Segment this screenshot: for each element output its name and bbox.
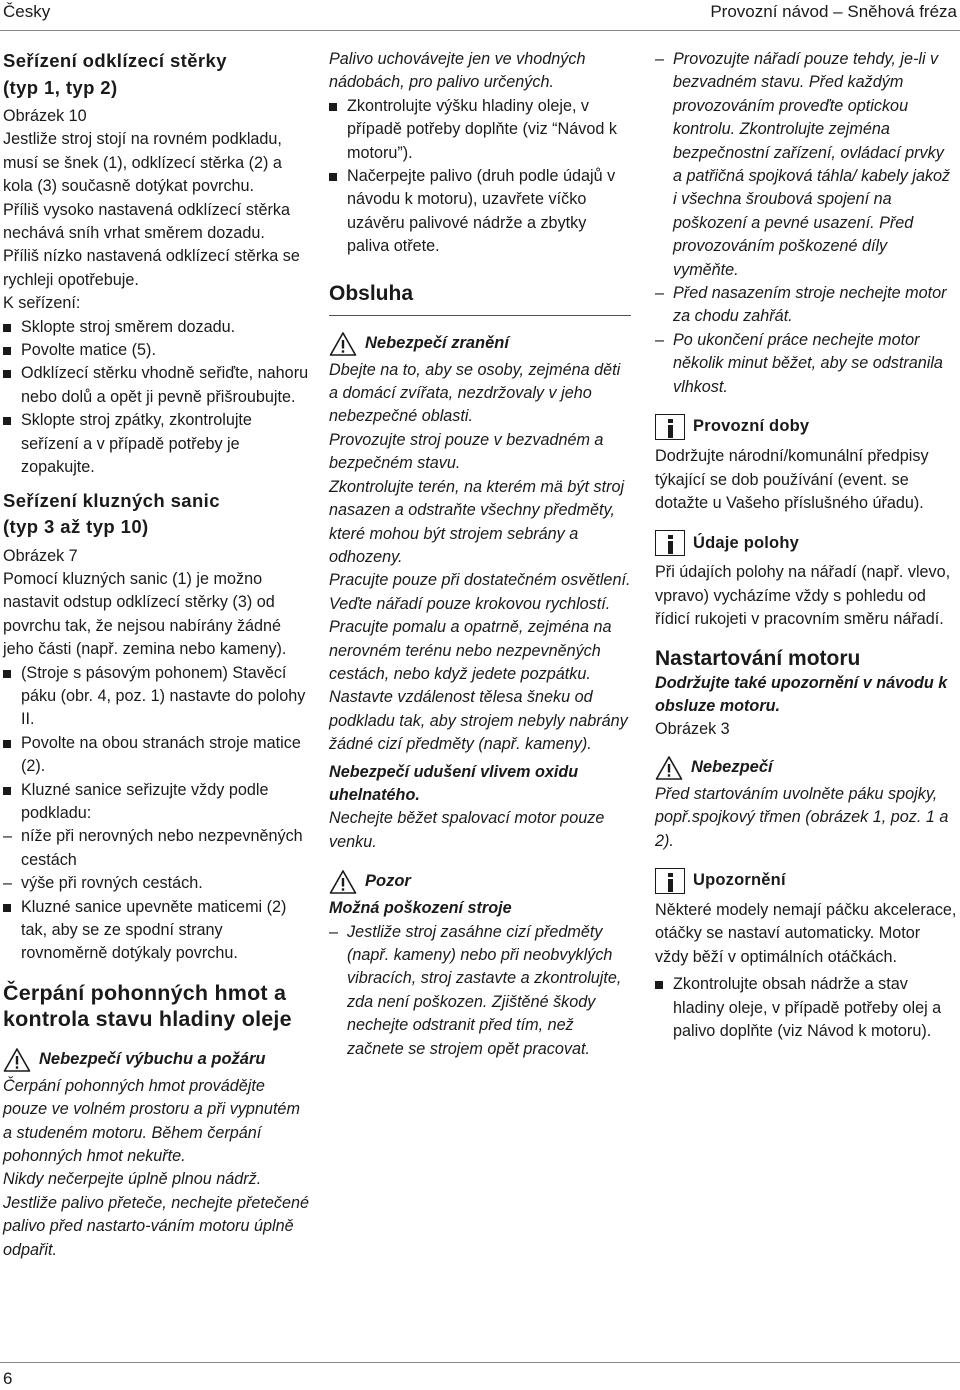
bullet-item: Sklopte stroj směrem dozadu. (3, 316, 313, 339)
dash-marker: – (3, 874, 13, 893)
page-number: 6 (3, 1369, 13, 1388)
paragraph: Dbejte na to, aby se osoby, zejména děti a domácí zvířata, nezdržovaly v jeho nebezpečné oblasti. (329, 360, 621, 426)
bullet-item: Sklopte stroj zpátky, zkontrolujte seřízení a v případě potřeby je zopakujte. (3, 409, 313, 479)
section-title-operation: Obsluha (329, 281, 414, 305)
info-icon (655, 414, 685, 440)
dash-item: – Provozujte nářadí pouze tehdy, je-li v bezvadném stavu. Před každým provozováním proveďte optickou kontrolu. Zkontrolujte zejména bezpečnostní zařízení, ovládací prvky a patřičná spojková táhla/ kabely jakož i všechna šroubová spojení na poškození a pevné usazení. Před provozováním poškozené díly vyměňte. (655, 50, 951, 279)
warning-heading: Nebezpečí výbuchu a požáru (3, 1046, 313, 1074)
column-3 (655, 48, 957, 1043)
paragraph: Jestliže stroj stojí na rovném podkladu, musí se šnek (1), odklízecí stěrka (2) a kola (3) současně dotýkat povrchu. (3, 130, 282, 196)
info-icon (655, 530, 685, 556)
dash-marker: – (655, 330, 665, 349)
warning-heading: Nebezpečí zranění (329, 330, 631, 358)
paragraph: Provozujte stroj pouze v bezvadném a bezpečném stavu. (329, 430, 604, 473)
bullet-item: Odklízecí stěrku vhodně seřiďte, nahoru nebo dolů a opět ji pevně přišroubujte. (3, 362, 313, 409)
dash-marker: – (655, 50, 665, 68)
bullet-item: (Stroje s pásovým pohonem) Stavěcí páku (obr. 4, poz. 1) nastavte do polohy II. (3, 662, 313, 732)
paragraph-bold: Nebezpečí udušení vlivem oxidu uhelnatého. (329, 762, 579, 804)
footer-rule (0, 1362, 960, 1363)
paragraph: Při údajích polohy na nářadí (např. vlevo, vpravo) vycházíme vždy s pohledu od řídicí rukojeti v pracovním směru nářadí. (655, 563, 951, 629)
warning-heading: Nebezpečí (655, 754, 957, 782)
bullet-square-icon (3, 787, 11, 795)
paragraph: Veďte nářadí pouze krokovou rychlostí. (329, 594, 611, 613)
paragraph: Pomocí kluzných sanic (1) je možno nastavit odstup odklízecí stěrky (3) od povrchu tak, že nejsou nabírány žádné jeho části (např. zemina nebo kameny). (3, 569, 287, 659)
section-title-skids: Seřízení kluzných sanic (typ 3 až typ 10) (3, 489, 220, 537)
bullet-item: Povolte matice (5). (3, 339, 313, 362)
dash-item: – výše při rovných cestách. (3, 872, 313, 895)
figure-ref: Obrázek 3 (655, 720, 730, 739)
figure-ref: Obrázek 10 (3, 107, 87, 125)
bullet-square-icon (655, 981, 663, 989)
bullet-square-icon (329, 103, 337, 111)
section-title-scraper: Seřízení odklízecí stěrky (typ 1, typ 2) (3, 50, 227, 98)
paragraph: Příliš nízko nastavená odklízecí stěrka se rychleji opotřebuje. (3, 247, 300, 289)
section-title-start-engine: Nastartování motoru (655, 646, 861, 670)
bullet-square-icon (329, 173, 337, 181)
paragraph: K seřízení: (3, 294, 81, 313)
bullet-item: Kluzné sanice upevněte maticemi (2) tak, aby se ze spodní strany rovnoměrně dotýkaly povrchu. (3, 896, 313, 966)
bullet-item: Načerpejte palivo (druh podle údajů v návodu k motoru), uzavřete víčko uzávěru palivové nádrže a zbytky paliva otřete. (329, 165, 631, 259)
bullet-item: Zkontrolujte výšku hladiny oleje, v případě potřeby doplňte (viz “Návod k motoru”). (329, 95, 631, 165)
info-heading: Provozní doby (655, 413, 957, 441)
paragraph: Pracujte pouze při dostatečném osvětlení. (329, 571, 631, 590)
bullet-square-icon (3, 417, 11, 425)
bullet-square-icon (3, 370, 11, 378)
bullet-item: Kluzné sanice seřizujte vždy podle podkladu: (3, 779, 313, 826)
page-header (0, 0, 960, 24)
paragraph-bold: Dodržujte také upozornění v návodu k obsluze motoru. (655, 673, 948, 715)
warning-triangle-icon (3, 1047, 31, 1073)
paragraph: Před startováním uvolněte páku spojky, popř.spojkový třmen (obrázek 1, poz. 1 a 2). (655, 784, 949, 850)
bullet-item: Povolte na obou stranách stroje matice (2). (3, 732, 313, 779)
paragraph: Palivo uchovávejte jen ve vhodných nádobách, pro palivo určených. (329, 50, 586, 92)
paragraph: Dodržujte národní/komunální předpisy týkající se dob používání (event. se dotažte u Vašeho příslušného úřadu). (655, 447, 929, 512)
paragraph: Čerpání pohonných hmot provádějte pouze ve volném prostoru a při vypnutém a studeném motoru. Během čerpání pohonných hmot nekuřte. (3, 1076, 300, 1166)
dash-item: – Před nasazením stroje nechejte motor za chodu zahřát. (655, 284, 947, 326)
bullet-item: Zkontrolujte obsah nádrže a stav hladiny oleje, v případě potřeby olej a palivo doplňte (viz Návod k motoru). (655, 973, 957, 1043)
paragraph: Nastavte vzdálenost tělesa šneku od podkladu tak, aby strojem nebyly nabrány žádné cizí předměty (např. kameny). (329, 688, 628, 754)
header-rule (0, 30, 960, 31)
paragraph: Nechejte běžet spalovací motor pouze venku. (329, 809, 605, 851)
warning-triangle-icon (329, 869, 357, 895)
info-icon (655, 868, 685, 894)
dash-marker: – (3, 827, 13, 846)
dash-item: – Jestliže stroj zasáhne cizí předměty (např. kameny) nebo při neobvyklých vibracích, stroj zastavte a zkontrolujte, zda není poškozen. Zjištěné škody nechejte odstranit před tím, než začnete se strojem opět pracovat. (329, 922, 622, 1058)
dash-marker: – (655, 284, 665, 303)
paragraph: Pracujte pomalu a opatrně, zejména na nerovném terénu nebo nezpevněných cestách, nebo když jedete pozpátku. (329, 618, 612, 683)
bullet-square-icon (3, 324, 11, 332)
bullet-square-icon (3, 347, 11, 355)
warning-triangle-icon (329, 331, 357, 357)
column-1 (3, 48, 313, 1262)
warning-heading: Pozor (329, 868, 631, 896)
dash-marker: – (329, 922, 339, 941)
section-title-fuel: Čerpání pohonných hmot a kontrola stavu hladiny oleje (3, 980, 292, 1031)
paragraph: Zkontrolujte terén, na kterém mä být stroj nasazen a odstraňte všechny předměty, které mohou být strojem sebrány a odhozeny. (329, 477, 625, 566)
warning-triangle-icon (655, 755, 683, 781)
info-heading: Upozornění (655, 867, 957, 895)
header-language: Česky (3, 2, 51, 21)
header-title: Provozní návod – Sněhová fréza (710, 2, 957, 21)
section-rule (329, 315, 631, 316)
paragraph: Některé modely nemají páčku akcelerace, otáčky se nastaví automaticky. Motor vždy běží v optimálních otáčkách. (655, 900, 957, 966)
info-heading: Údaje polohy (655, 529, 957, 557)
warning-subtitle: Možná poškození stroje (329, 899, 512, 918)
dash-item: – Po ukončení práce nechejte motor několik minut běžet, aby se odstranila vlhkost. (655, 330, 943, 396)
bullet-square-icon (3, 670, 11, 678)
paragraph: Příliš vysoko nastavená odklízecí stěrka nechává sníh vrhat směrem dozadu. (3, 200, 291, 243)
bullet-square-icon (3, 740, 11, 748)
figure-ref: Obrázek 7 (3, 546, 78, 565)
paragraph: Nikdy nečerpejte úplně plnou nádrž. Jestliže palivo přeteče, nechejte přetečené palivo před nastarto-váním motoru úplně odpařit. (3, 1170, 309, 1259)
bullet-square-icon (3, 904, 11, 912)
dash-item: – níže při nerovných nebo nezpevněných cestách (3, 827, 303, 869)
column-2 (329, 48, 631, 1061)
